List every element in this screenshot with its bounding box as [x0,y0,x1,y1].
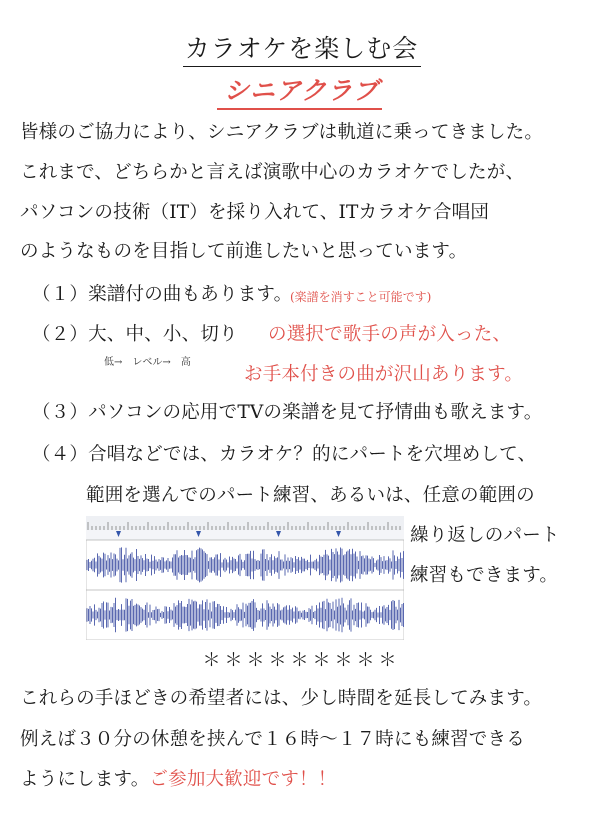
divider-stars: ＊＊＊＊＊＊＊＊＊ [202,650,401,671]
closing-line-1: これらの手ほどきの希望者には、少し時間を延長してみます。 [20,688,543,709]
item-2-red-line-1: の選択で歌手の声が入った、 [268,324,512,345]
subtitle-underline [217,108,382,110]
item-4-line-2: 範囲を選んでのパート練習、あるいは、任意の範囲の [86,485,535,506]
item-2: （２）大、中、小、切り [32,324,238,345]
closing-line-3-text: ようにします。 [20,769,150,790]
intro-line-2: これまで、どちらかと言えば演歌中心のカラオケでしたが、 [20,162,525,183]
page-title: カラオケを楽しむ会 [184,34,419,63]
item-3: （３）パソコンの応用でTVの楽譜を見て抒情曲も歌えます。 [32,402,543,423]
closing-line-3 [20,771,336,790]
intro-line-1: 皆様のご協力により、シニアクラブは軌道に乗ってきました。 [20,122,544,143]
item-1-note: (楽譜を消すこと可能です) [290,290,432,304]
item-2-red-line-2: お手本付きの曲が沢山あります。 [244,364,524,385]
closing-welcome: ご参加大歓迎です！！ [149,769,337,790]
item-4-line-4: 練習もできます。 [410,565,559,586]
title-underline [183,66,421,67]
item-4-line-1: （４）合唱などでは、カラオケ？的にパートを穴埋めして、 [32,444,537,465]
item-2-scale: 低→ レベル→ 高 [104,357,191,368]
intro-line-3: パソコンの技術（IT）を採り入れて、ITカラオケ合唱団 [20,202,490,223]
item-4-line-3: 繰り返しのパート [410,525,560,546]
intro-line-4: のようなものを目指して前進したいと思っています。 [20,241,468,262]
item-1: （１）楽譜付の曲もあります。 [32,284,293,305]
closing-line-2: 例えば３０分の休憩を挟んで１６時～１７時にも練習できる [20,729,525,750]
page-subtitle: シニアクラブ [223,76,380,105]
waveform-image [86,516,404,640]
